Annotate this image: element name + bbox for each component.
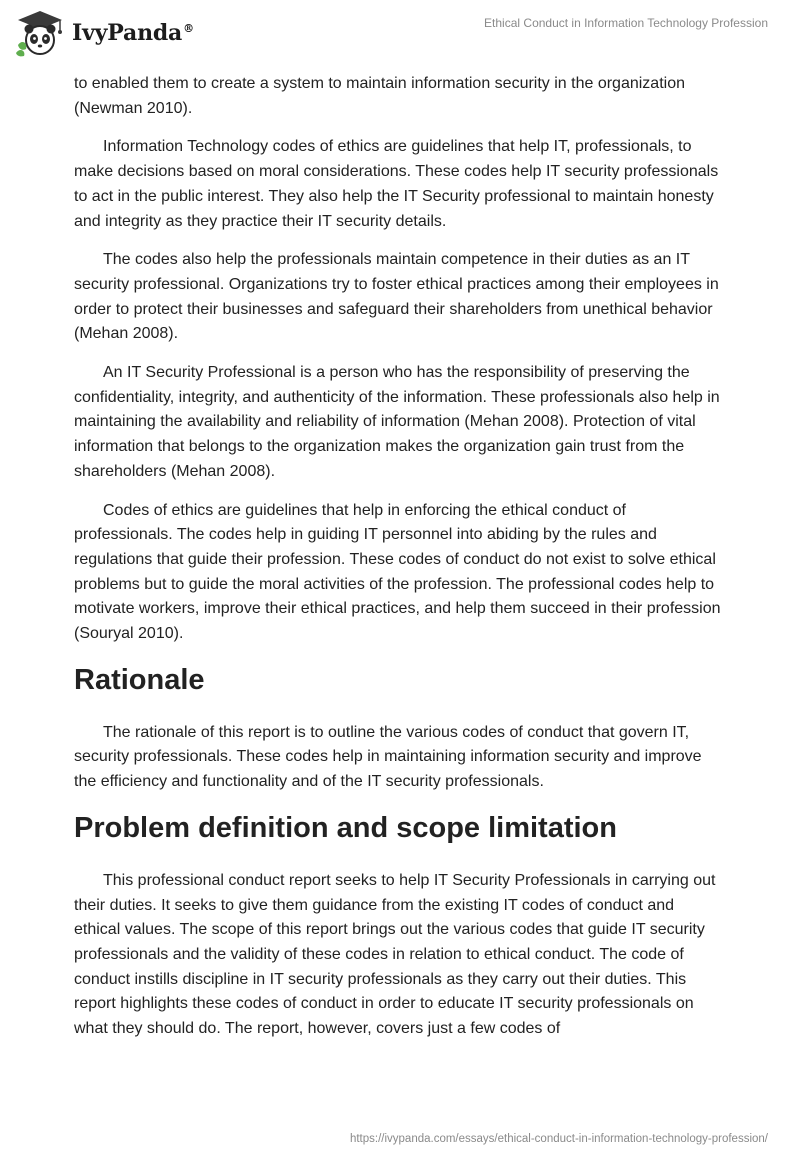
document-title: Ethical Conduct in Information Technology Profession <box>484 16 768 30</box>
paragraph: Information Technology codes of ethics are guidelines that help IT, professionals, to make decisions based on moral considerations. These codes help IT security professionals to act in the public interest. They also help the IT Security professional to maintain honesty and integrity as they practice their IT security details. <box>74 138 719 230</box>
paragraph: The rationale of this report is to outline the various codes of conduct that govern IT, security professionals. These codes help in maintaining information security and improve the efficiency and functionality and of the IT security professionals. <box>74 723 702 791</box>
section-heading-rationale: Rationale <box>74 663 205 696</box>
essay-content <box>74 72 724 1056</box>
paragraph: Codes of ethics are guidelines that help in enforcing the ethical conduct of professionals. The codes help in guiding IT personnel into abiding by the rules and regulations that guide their profession. These codes of conduct do not exist to solve ethical problems but to guide the moral activities of the profession. The professional codes help to motivate workers, improve their ethical practices, and help them succeed in their profession (Souryal 2010). <box>74 501 721 643</box>
brand-logo[interactable] <box>14 8 194 58</box>
brand-name: IvyPanda® <box>72 20 194 46</box>
paragraph: This professional conduct report seeks to help IT Security Professionals in carrying out their duties. It seeks to give them guidance from the existing IT codes of conduct and ethical values. The scope of this report brings out the various codes that guide IT security professionals and the validity of these codes in relation to ethical conduct. The code of conduct instills discipline in IT security professionals as they carry out their duties. This report highlights these codes of conduct in order to educate IT security professionals on what they should do. The report, however, covers just a few codes of <box>74 871 716 1038</box>
page-header <box>0 0 800 70</box>
panda-graduate-logo-icon <box>14 9 66 57</box>
paragraph: The codes also help the professionals maintain competence in their duties as an IT security professional. Organizations try to foster ethical practices among their employees in order to protect their businesses and safeguard their shareholders from unethical behavior (Mehan 2008). <box>74 251 719 343</box>
source-url-link[interactable]: https://ivypanda.com/essays/ethical-conduct-in-information-technology-profession/ <box>349 1133 768 1145</box>
paragraph: An IT Security Professional is a person who has the responsibility of preserving the confidentiality, integrity, and authenticity of the information. These professionals also help in maintaining the availability and reliability of information (Mehan 2008). Protection of vital information that belongs to the organization makes the organization gain trust from the shareholders (Mehan 2008). <box>74 364 720 480</box>
section-heading-problem-definition: Problem definition and scope limitation <box>74 811 617 844</box>
paragraph: to enabled them to create a system to maintain information security in the organization (Newman 2010). <box>74 75 685 117</box>
